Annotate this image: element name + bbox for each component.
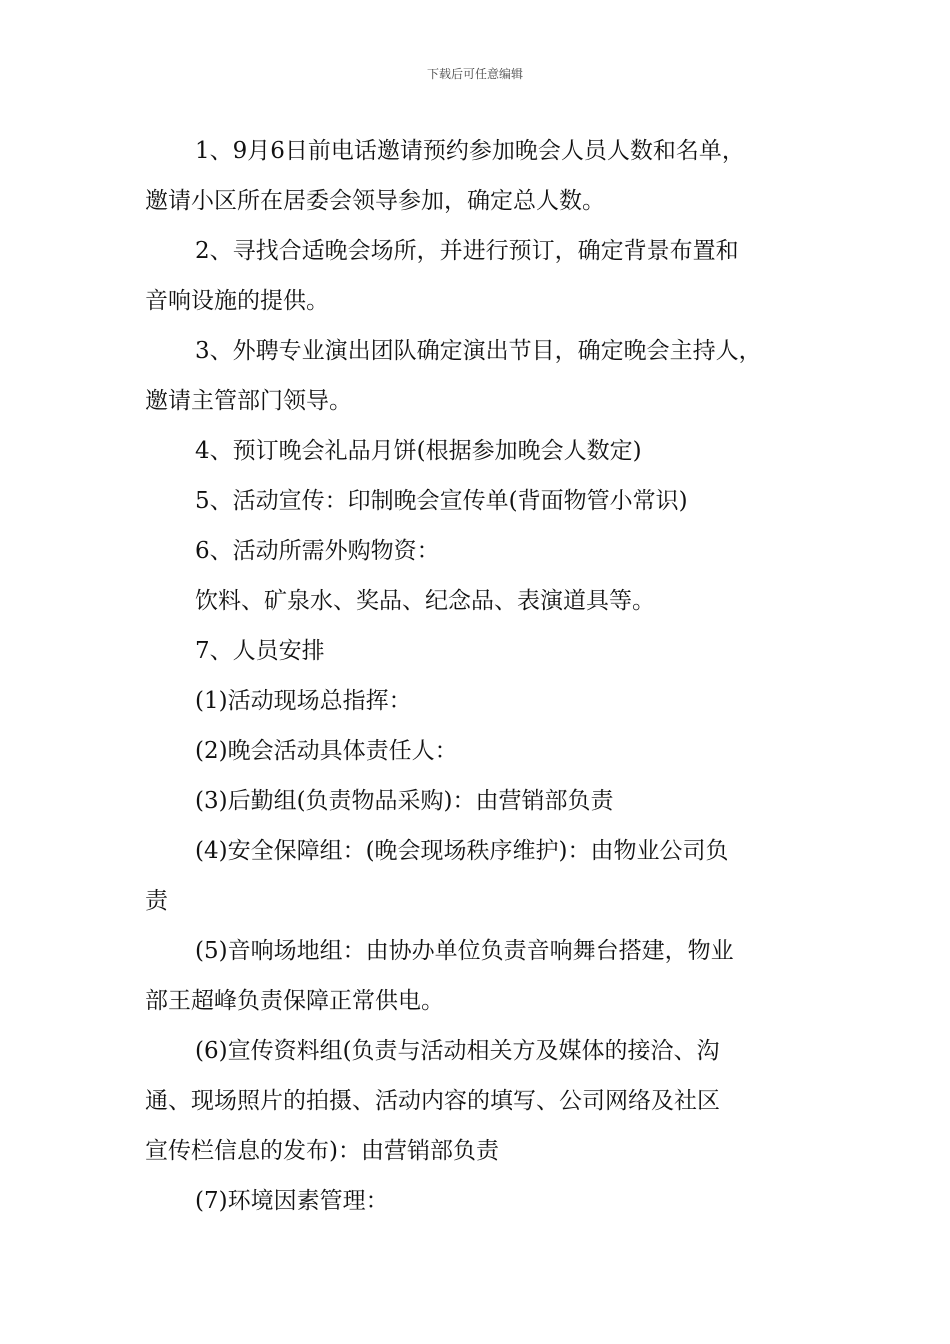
text-line: 3、外聘专业演出团队确定演出节目，确定晚会主持人，: [195, 338, 762, 364]
text-line: (4)安全保障组：(晚会现场秩序维护)：由物业公司负: [195, 838, 729, 864]
text-line: 通、现场照片的拍摄、活动内容的填写、公司网络及社区: [145, 1088, 720, 1114]
page-header: 下载后可任意编辑: [426, 67, 523, 81]
text-line: (7)环境因素管理：: [195, 1188, 389, 1214]
text-line: (1)活动现场总指挥：: [195, 688, 412, 714]
text-line: 1、9月6日前电话邀请预约参加晚会人员人数和名单，: [195, 138, 745, 164]
text-line: 7、人员安排: [195, 638, 325, 664]
text-line: 饮料、矿泉水、奖品、纪念品、表演道具等。: [195, 588, 655, 614]
text-line: 宣传栏信息的发布)：由营销部负责: [145, 1138, 499, 1164]
text-line: 部王超峰负责保障正常供电。: [145, 988, 444, 1014]
text-line: 邀请小区所在居委会领导参加，确定总人数。: [145, 188, 605, 214]
text-line: 5、活动宣传：印制晚会宣传单(背面物管小常识): [195, 488, 688, 514]
text-line: (2)晚会活动具体责任人：: [195, 738, 458, 764]
text-line: 邀请主管部门领导。: [145, 388, 352, 414]
text-line: (5)音响场地组：由协办单位负责音响舞台搭建，物业: [195, 938, 734, 964]
text-line: 2、寻找合适晚会场所，并进行预订，确定背景布置和: [195, 238, 739, 264]
text-line: 责: [145, 888, 168, 914]
text-line: 音响设施的提供。: [145, 288, 329, 314]
document-body: [145, 126, 815, 1226]
text-line: (3)后勤组(负责物品采购)：由营销部负责: [195, 788, 614, 814]
text-line: 6、活动所需外购物资：: [195, 538, 440, 564]
text-line: (6)宣传资料组(负责与活动相关方及媒体的接洽、沟: [195, 1038, 720, 1064]
text-line: 4、预订晚会礼品月饼(根据参加晚会人数定): [195, 438, 642, 464]
